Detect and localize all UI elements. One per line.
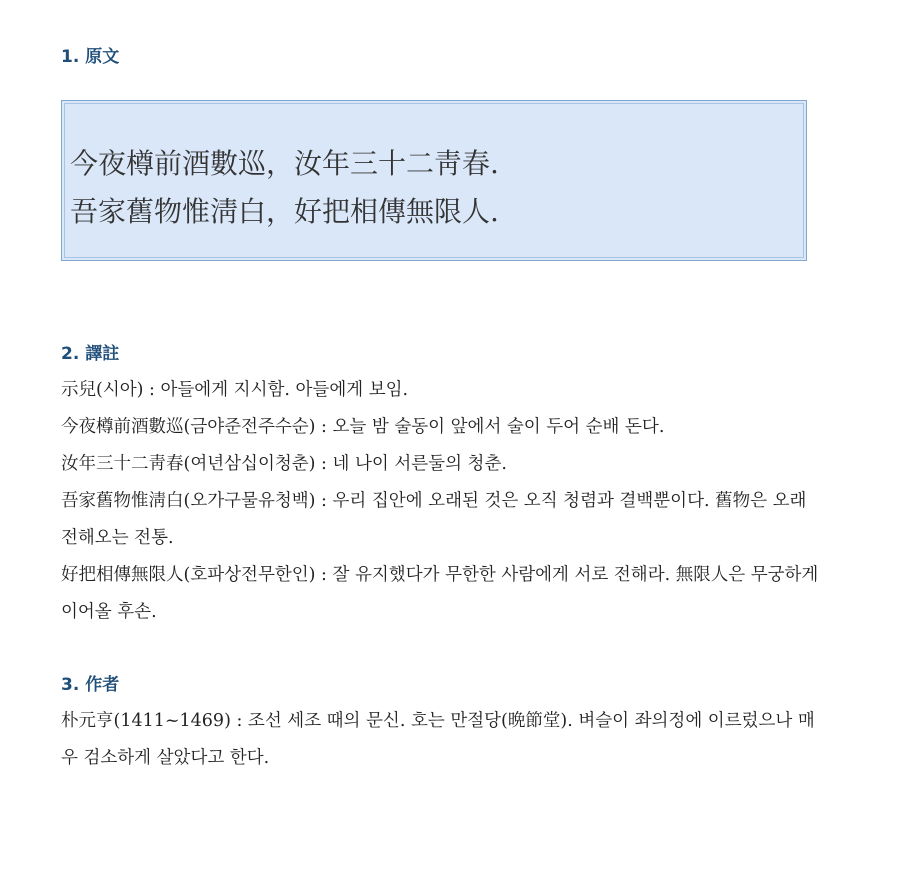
annotation-item: 示兒(시아) : 아들에게 지시함. 아들에게 보임. bbox=[61, 380, 409, 400]
annotation-list bbox=[61, 372, 821, 631]
annotation-item: 好把相傳無限人(호파상전무한인) : 잘 유지했다가 무한한 사람에게 서로 전해라. 無限人은 무궁하게 이어올 후손. bbox=[61, 565, 819, 622]
original-text-heading: 1. 原文 bbox=[61, 47, 120, 67]
annotation-item: 吾家舊物惟淸白(오가구물유청백) : 우리 집안에 오래된 것은 오직 청렴과 결백뿐이다. 舊物은 오래 전해오는 전통. bbox=[61, 491, 807, 548]
annotation-item: 汝年三十二靑春(여년삼십이청춘) : 네 나이 서른둘의 청춘. bbox=[61, 454, 507, 474]
original-poem-box bbox=[61, 100, 807, 261]
annotation-item: 今夜樽前酒數巡(금야준전주수순) : 오늘 밤 술동이 앞에서 술이 두어 순배 돈다. bbox=[61, 417, 665, 437]
poem-line: 今夜樽前酒數巡，汝年三十二靑春. bbox=[70, 147, 499, 180]
author-description bbox=[61, 703, 821, 777]
annotation-heading: 2. 譯註 bbox=[61, 344, 120, 364]
poem-line: 吾家舊物惟淸白，好把相傳無限人. bbox=[70, 195, 499, 228]
author-text: 朴元亨(1411~1469) : 조선 세조 때의 문신. 호는 만절당(晩節堂). 벼슬이 좌의정에 이르렀으나 매우 검소하게 살았다고 한다. bbox=[61, 711, 815, 768]
author-heading: 3. 作者 bbox=[61, 675, 120, 695]
